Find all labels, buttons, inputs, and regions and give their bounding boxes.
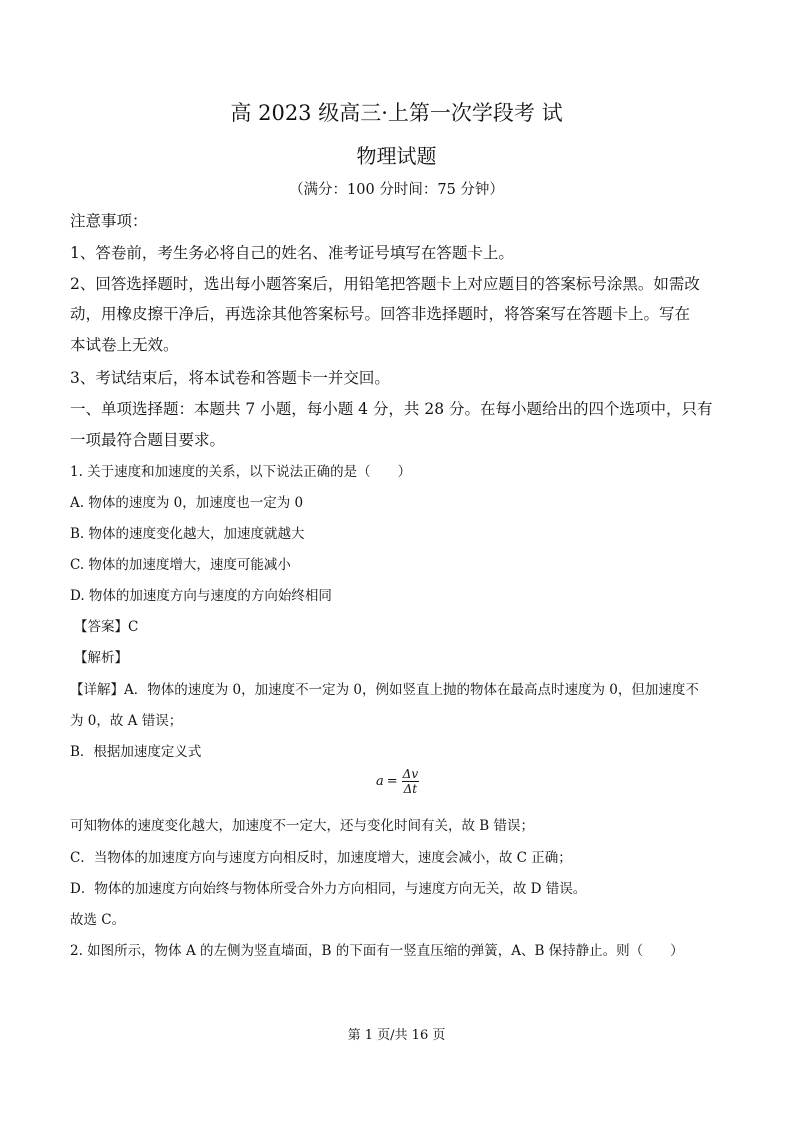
q1-detail-line-5: C．当物体的加速度方向与速度方向相反时，加速度增大，速度会减小，故 C 正确；: [70, 850, 572, 866]
q1-detail-line-6: D．物体的加速度方向始终与物体所受合外力方向相同，与速度方向无关，故 D 错误。: [70, 881, 587, 897]
acceleration-formula: [376, 767, 419, 796]
note-2-line-3: 本试卷上无效。: [70, 336, 179, 354]
exam-title: 高 2023 级高三·上第一次学段考 试: [230, 101, 563, 125]
q1-detail-line-1: 【详解】A．物体的速度为 0，加速度不一定为 0，例如竖直上抛的物体在最高点时速度为 0，但加速度不: [70, 682, 699, 698]
section-heading-line-1: 一、单项选择题：本题共 7 小题，每小题 4 分，共 28 分。在每小题给出的四个选项中，只有: [70, 400, 713, 418]
q1-detail-line-3: B．根据加速度定义式: [70, 744, 202, 760]
q1-option-a: A. 物体的速度为 0，加速度也一定为 0: [70, 495, 304, 511]
q1-option-c: C. 物体的加速度增大，速度可能减小: [70, 557, 291, 573]
q1-answer: 【答案】C: [74, 619, 139, 635]
q1-option-b: B. 物体的速度变化越大，加速度就越大: [70, 526, 305, 542]
formula-lhs: a: [376, 774, 384, 789]
q1-option-d: D. 物体的加速度方向与速度的方向始终相同: [70, 588, 332, 604]
q2-stem: 2. 如图所示，物体 A 的左侧为竖直墙面，B 的下面有一竖直压缩的弹簧，A、B 保持静止。则（ ）: [70, 943, 684, 959]
exam-meta: （满分：100 分时间：75 分钟）: [289, 182, 504, 198]
subject-title: 物理试题: [356, 144, 437, 168]
formula-equals: =: [386, 774, 398, 789]
q1-detail-line-7: 故选 C。: [70, 912, 126, 928]
note-3: 3、考试结束后，将本试卷和答题卡一并交回。: [70, 369, 390, 387]
q1-detail-line-4: 可知物体的速度变化越大，加速度不一定大，还与变化时间有关，故 B 错误；: [70, 818, 535, 834]
section-heading-line-2: 一项最符合题目要求。: [70, 431, 226, 449]
note-2-line-2: 动，用橡皮擦干净后，再选涂其他答案标号。回答非选择题时，将答案写在答题卡上。写在: [70, 305, 691, 323]
formula-fraction: [402, 767, 419, 796]
q1-detail-line-2: 为 0，故 A 错误；: [70, 713, 183, 729]
q1-analysis-label: 【解析】: [74, 650, 128, 666]
note-1: 1、答卷前，考生务必将自己的姓名、准考证号填写在答题卡上。: [70, 244, 514, 262]
formula-numerator: Δv: [402, 767, 419, 781]
q1-stem: 1. 关于速度和加速度的关系，以下说法正确的是（ ）: [70, 464, 412, 480]
page-footer: 第 1 页/共 16 页: [347, 1028, 446, 1043]
formula-denominator: Δt: [403, 782, 418, 796]
notes-heading: 注意事项：: [70, 212, 148, 230]
note-2-line-1: 2、回答选择题时，选出每小题答案后，用铅笔把答题卡上对应题目的答案标号涂黑。如需改: [70, 275, 700, 293]
